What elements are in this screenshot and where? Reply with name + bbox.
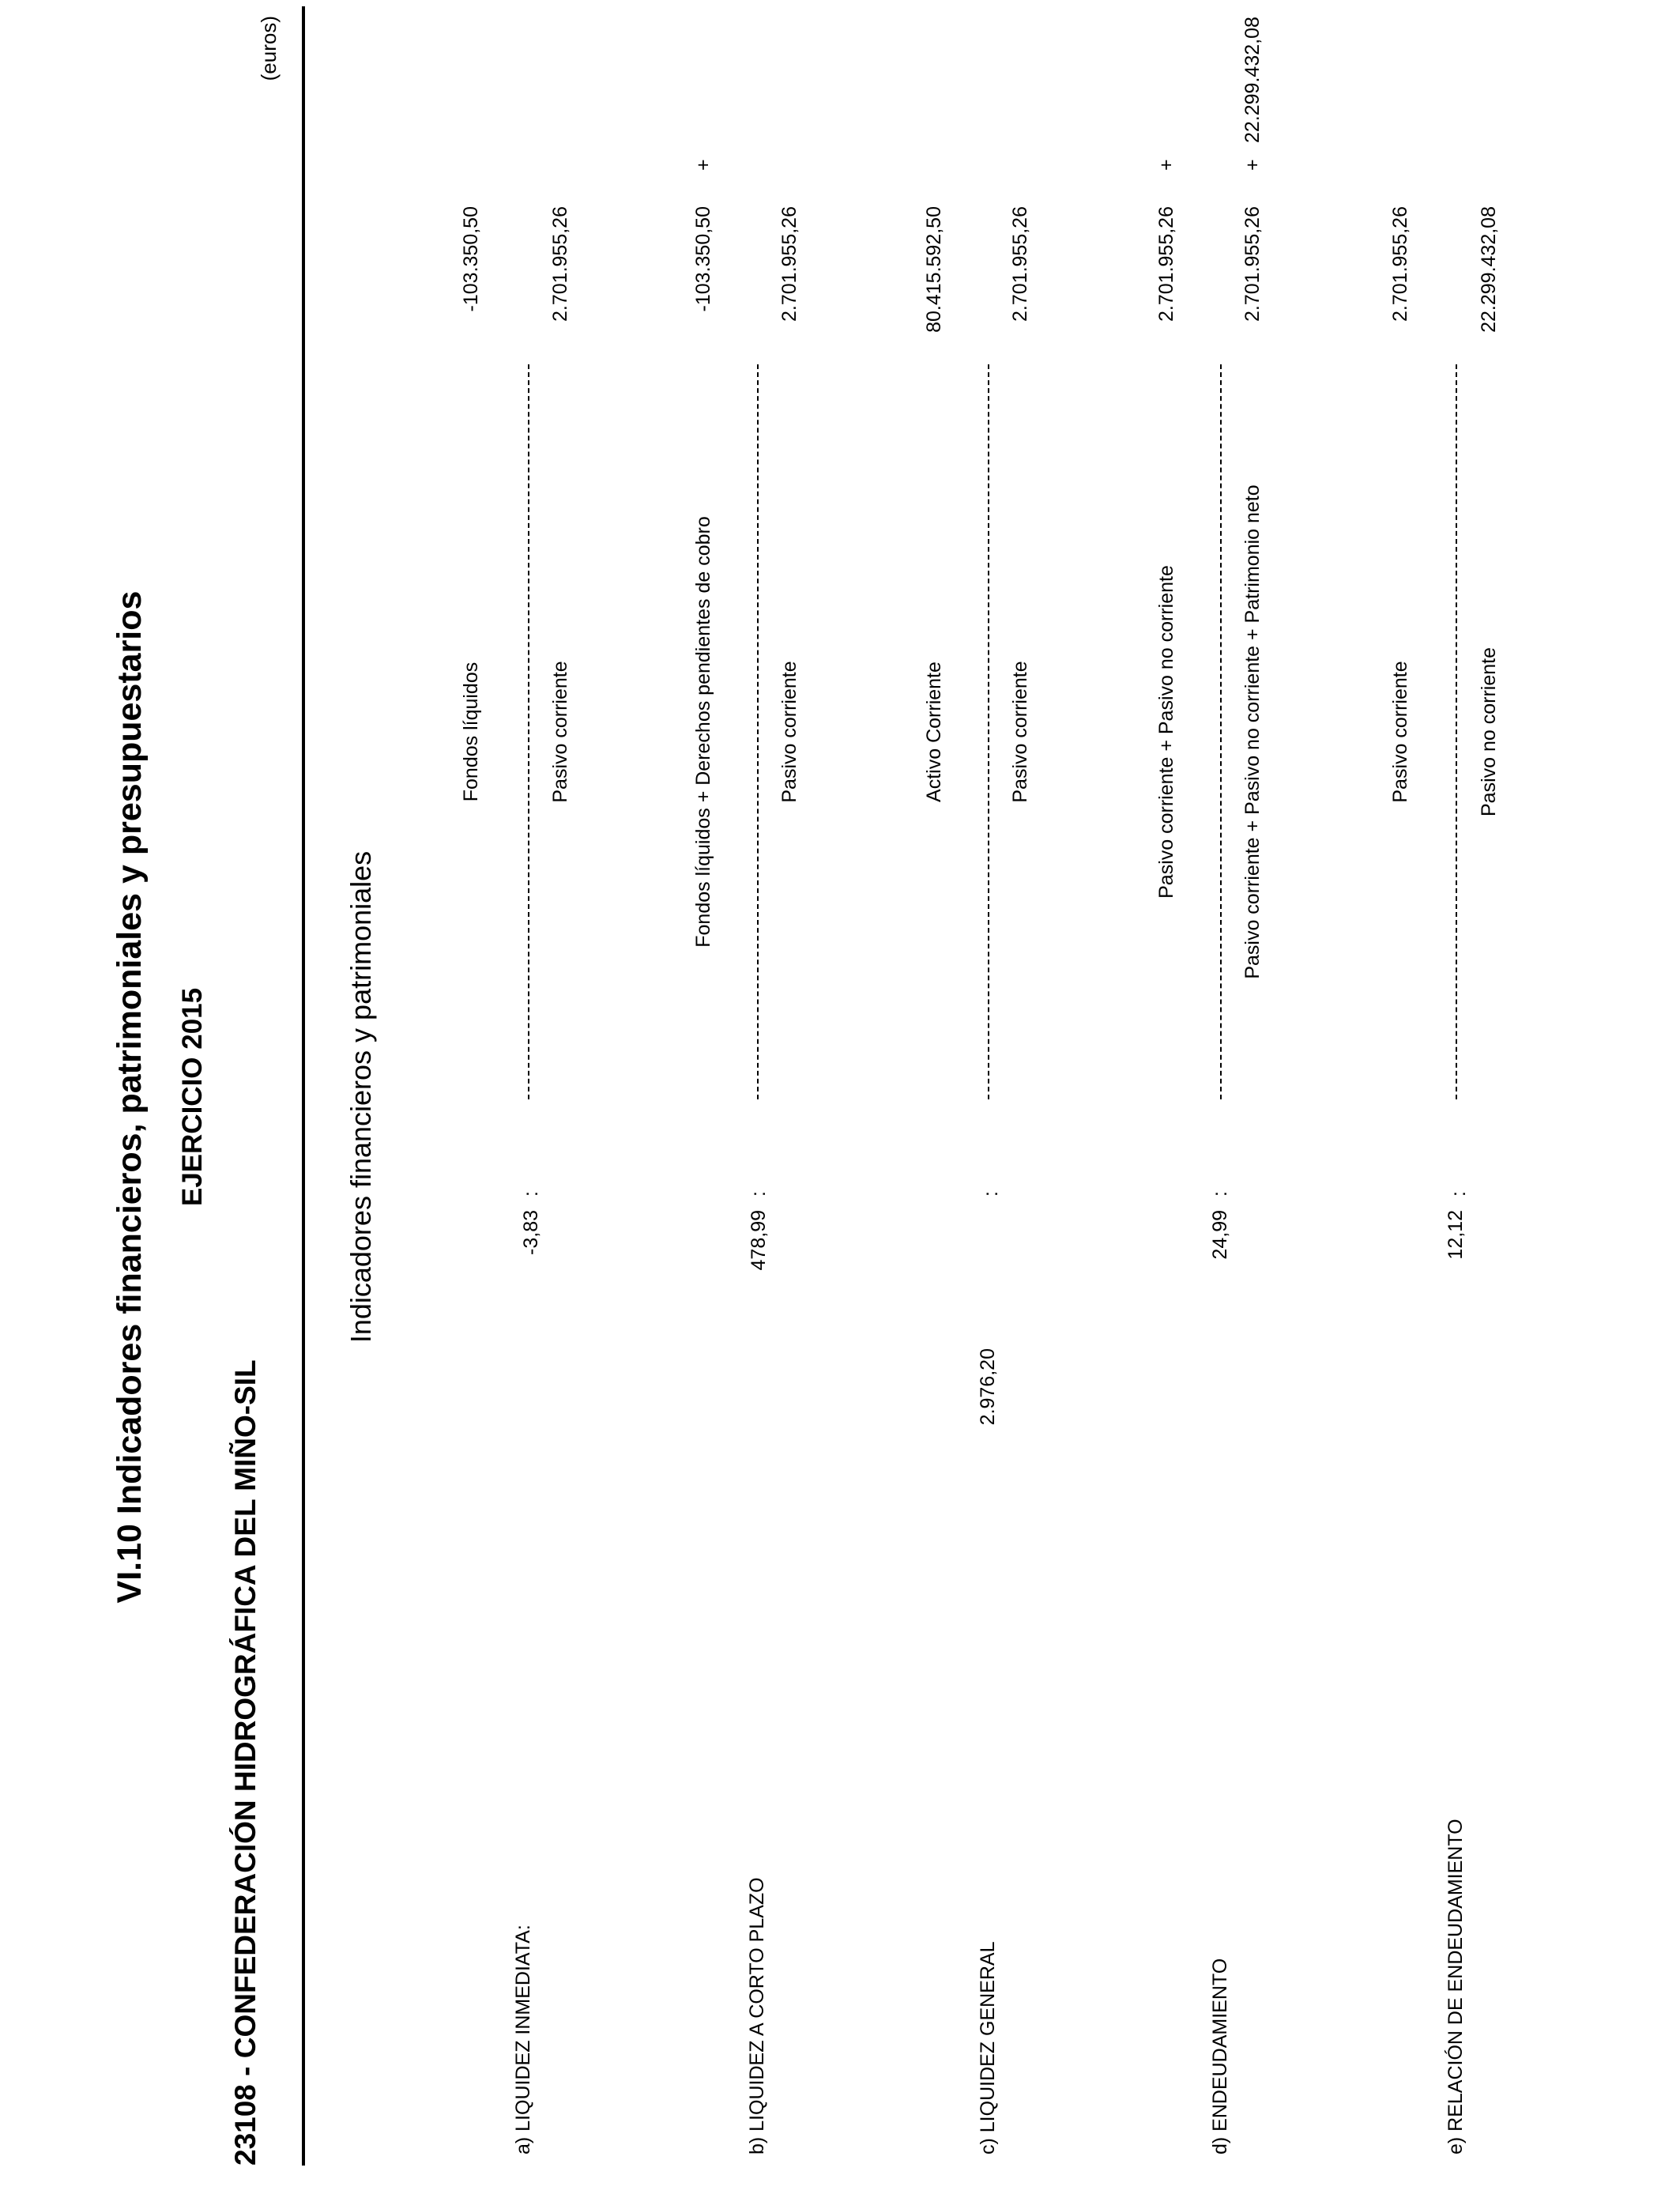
indicator-label: d) ENDEUDAMIENTO	[1209, 1958, 1231, 2154]
indicator-ratio: 2.976,20	[977, 1348, 999, 1426]
numerator-value: -103.350,50	[460, 206, 482, 312]
denominator-value: 2.701.955,26	[778, 206, 800, 322]
plus-sign: +	[1241, 159, 1264, 171]
denominator-value: 22.299.432,08	[1478, 206, 1500, 333]
denominator-text: Pasivo no corriente	[1478, 647, 1500, 817]
fraction-line	[1456, 364, 1457, 1099]
denominator-value: 2.701.955,26	[549, 206, 571, 322]
denominator-value-2: 22.299.432,08	[1241, 17, 1264, 143]
numerator-value: 80.415.592,50	[923, 206, 945, 333]
fraction-line	[757, 364, 759, 1099]
indicator-colon: :	[1448, 1191, 1470, 1197]
indicator-ratio: 478,99	[748, 1210, 770, 1271]
entity-name: 23108 - CONFEDERACIÓN HIDROGRÁFICA DEL MIÑO-SIL	[229, 1359, 262, 2166]
numerator-text: Fondos líquidos + Derechos pendientes de cobro	[692, 516, 714, 948]
indicator-label: e) RELACIÓN DE ENDEUDAMIENTO	[1445, 1819, 1467, 2154]
numerator-text: Pasivo corriente	[1389, 661, 1411, 803]
fraction-line	[988, 364, 989, 1099]
plus-sign: +	[1155, 159, 1177, 171]
indicator-colon: :	[748, 1191, 770, 1197]
numerator-value: -103.350,50	[692, 206, 714, 312]
denominator-value: 2.701.955,26	[1241, 206, 1264, 322]
fiscal-year: EJERCICIO 2015	[177, 987, 208, 1207]
numerator-text: Fondos líquidos	[460, 662, 482, 802]
denominator-text: Pasivo corriente	[1009, 661, 1031, 803]
section-title: Indicadores financieros y patrimoniales	[345, 850, 377, 1344]
plus-sign: +	[692, 159, 714, 171]
report-title: VI.10 Indicadores financieros, patrimoniales y presupuestarios	[111, 590, 149, 1604]
denominator-text: Pasivo corriente	[778, 661, 800, 803]
numerator-text: Pasivo corriente + Pasivo no corriente	[1155, 565, 1177, 899]
numerator-value: 2.701.955,26	[1155, 206, 1177, 322]
indicator-ratio: 12,12	[1445, 1210, 1467, 1260]
denominator-text: Pasivo corriente	[549, 661, 571, 803]
fraction-line	[1220, 364, 1222, 1099]
currency-units: (euros)	[257, 16, 281, 81]
indicator-colon: :	[520, 1191, 542, 1197]
indicator-ratio: -3,83	[520, 1210, 542, 1255]
denominator-text: Pasivo corriente + Pasivo no corriente + Patrimonio neto	[1241, 484, 1264, 979]
numerator-text: Activo Corriente	[923, 662, 945, 802]
header-rule	[302, 6, 305, 2166]
indicator-label: c) LIQUIDEZ GENERAL	[977, 1941, 999, 2154]
indicator-colon: :	[1209, 1191, 1231, 1197]
indicator-ratio: 24,99	[1209, 1210, 1231, 1260]
indicator-colon: :	[980, 1191, 1002, 1197]
fraction-line	[528, 364, 529, 1099]
indicator-label: b) LIQUIDEZ A CORTO PLAZO	[746, 1877, 768, 2154]
denominator-value: 2.701.955,26	[1009, 206, 1031, 322]
indicator-label: a) LIQUIDEZ INMEDIATA:	[512, 1924, 534, 2154]
numerator-value: 2.701.955,26	[1389, 206, 1411, 322]
